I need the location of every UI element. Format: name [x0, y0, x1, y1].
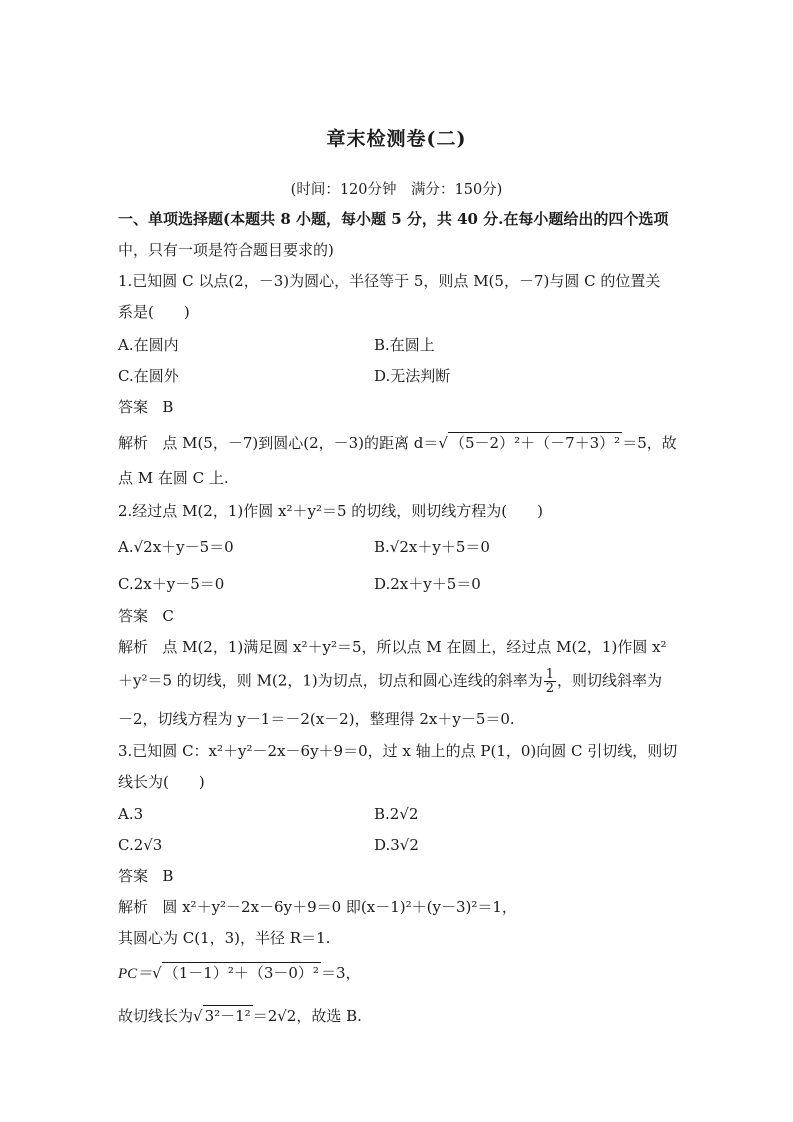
analysis-text: PC＝ — [118, 966, 153, 982]
q3-option-c: C.2√3 — [118, 836, 163, 854]
analysis-label: 解析 — [118, 898, 149, 916]
q3-analysis-line4 — [118, 1005, 362, 1027]
q3-stem-line2: 线长为( ) — [118, 773, 205, 791]
radicand: 3²－1² — [204, 1007, 251, 1025]
analysis-text: ，则切线斜率为 — [557, 671, 663, 690]
analysis-text: ＝2√2，故选 B. — [252, 1007, 362, 1025]
q3-option-a: A.3 — [118, 805, 144, 823]
q1-option-b: B.在圆上 — [374, 336, 435, 354]
sqrt-expression: √ （5－2）²＋（－7＋3）² — [438, 434, 621, 452]
q2-answer — [118, 605, 174, 627]
analysis-text: 点 M(5，－7)到圆心(2，－3)的距离 d＝ — [162, 434, 439, 452]
fraction-denominator: 2 — [545, 681, 555, 696]
fraction-numerator: 1 — [545, 667, 555, 682]
q2-option-d: D.2x＋y＋5＝0 — [374, 575, 481, 593]
q1-analysis-line2: 点 M 在圆 C 上. — [118, 469, 229, 487]
analysis-label: 解析 — [118, 434, 149, 452]
q3-analysis-line1 — [118, 896, 517, 918]
q1-stem-line1: 1.已知圆 C 以点(2，－3)为圆心，半径等于 5，则点 M(5，－7)与圆 C 的位置关 — [118, 272, 661, 290]
q1-answer — [118, 396, 173, 418]
q2-analysis-line1 — [118, 636, 667, 658]
q3-answer — [118, 865, 173, 887]
q3-analysis-line2: 其圆心为 C(1，3)，半径 R＝1. — [118, 929, 331, 947]
analysis-text: ＋y²＝5 的切线，则 M(2，1)为切点，切点和圆心连线的斜率为 — [118, 671, 543, 690]
analysis-text: 故切线长为 — [118, 1007, 194, 1025]
fraction — [544, 668, 556, 695]
q1-option-a: A.在圆内 — [118, 336, 179, 354]
analysis-text: 圆 x²＋y²－2x－6y＋9＝0 即(x－1)²＋(y－3)²＝1， — [162, 898, 517, 916]
section-heading-line1: 一、单项选择题(本题共 8 小题，每小题 5 分，共 40 分.在每小题给出的四个选项 — [118, 210, 669, 228]
q3-analysis-line3 — [118, 962, 360, 985]
q3-stem-line1: 3.已知圆 C：x²＋y²－2x－6y＋9＝0，过 x 轴上的点 P(1，0)向圆 C 引切线，则切 — [118, 742, 678, 760]
q2-option-c: C.2x＋y－5＝0 — [118, 575, 225, 593]
answer-value: B — [162, 398, 174, 416]
analysis-text: 点 M(2，1)满足圆 x²＋y²＝5，所以点 M 在圆上，经过点 M(2，1)作圆 x² — [162, 638, 667, 656]
answer-value: C — [162, 607, 174, 625]
q2-option-a: A.√2x＋y－5＝0 — [118, 538, 234, 556]
q1-option-c: C.在圆外 — [118, 367, 179, 385]
answer-value: B — [162, 867, 174, 885]
q2-analysis-line2 — [118, 668, 662, 695]
answer-label: 答案 — [118, 867, 149, 885]
page-title: 章末检测卷(二) — [326, 128, 467, 150]
analysis-text: ＝5，故 — [622, 434, 677, 452]
q2-option-b: B.√2x＋y＋5＝0 — [374, 538, 490, 556]
q1-analysis-line1 — [118, 432, 677, 454]
q3-option-b: B.2√2 — [374, 805, 419, 823]
q1-stem-line2: 系是( ) — [118, 303, 190, 321]
analysis-text: ＝3， — [320, 964, 361, 982]
section-heading-line2: 中，只有一项是符合题目要求的) — [118, 241, 334, 259]
answer-label: 答案 — [118, 607, 149, 625]
q2-analysis-line3: －2，切线方程为 y－1＝－2(x－2)，整理得 2x＋y－5＝0. — [118, 710, 515, 728]
q2-stem: 2.经过点 M(2，1)作圆 x²＋y²＝5 的切线，则切线方程为( ) — [118, 502, 543, 520]
sqrt-expression: √ 3²－1² — [193, 1007, 251, 1025]
analysis-label: 解析 — [118, 638, 149, 656]
radicand: （1－1）²＋（3－0）² — [163, 964, 319, 982]
answer-label: 答案 — [118, 398, 149, 416]
exam-info: (时间：120分钟 满分：150分) — [290, 182, 503, 198]
q1-option-d: D.无法判断 — [374, 367, 451, 385]
sqrt-expression: √ （1－1）²＋（3－0）² — [152, 964, 319, 982]
radicand: （5－2）²＋（－7＋3）² — [449, 434, 621, 452]
q3-option-d: D.3√2 — [374, 836, 419, 854]
